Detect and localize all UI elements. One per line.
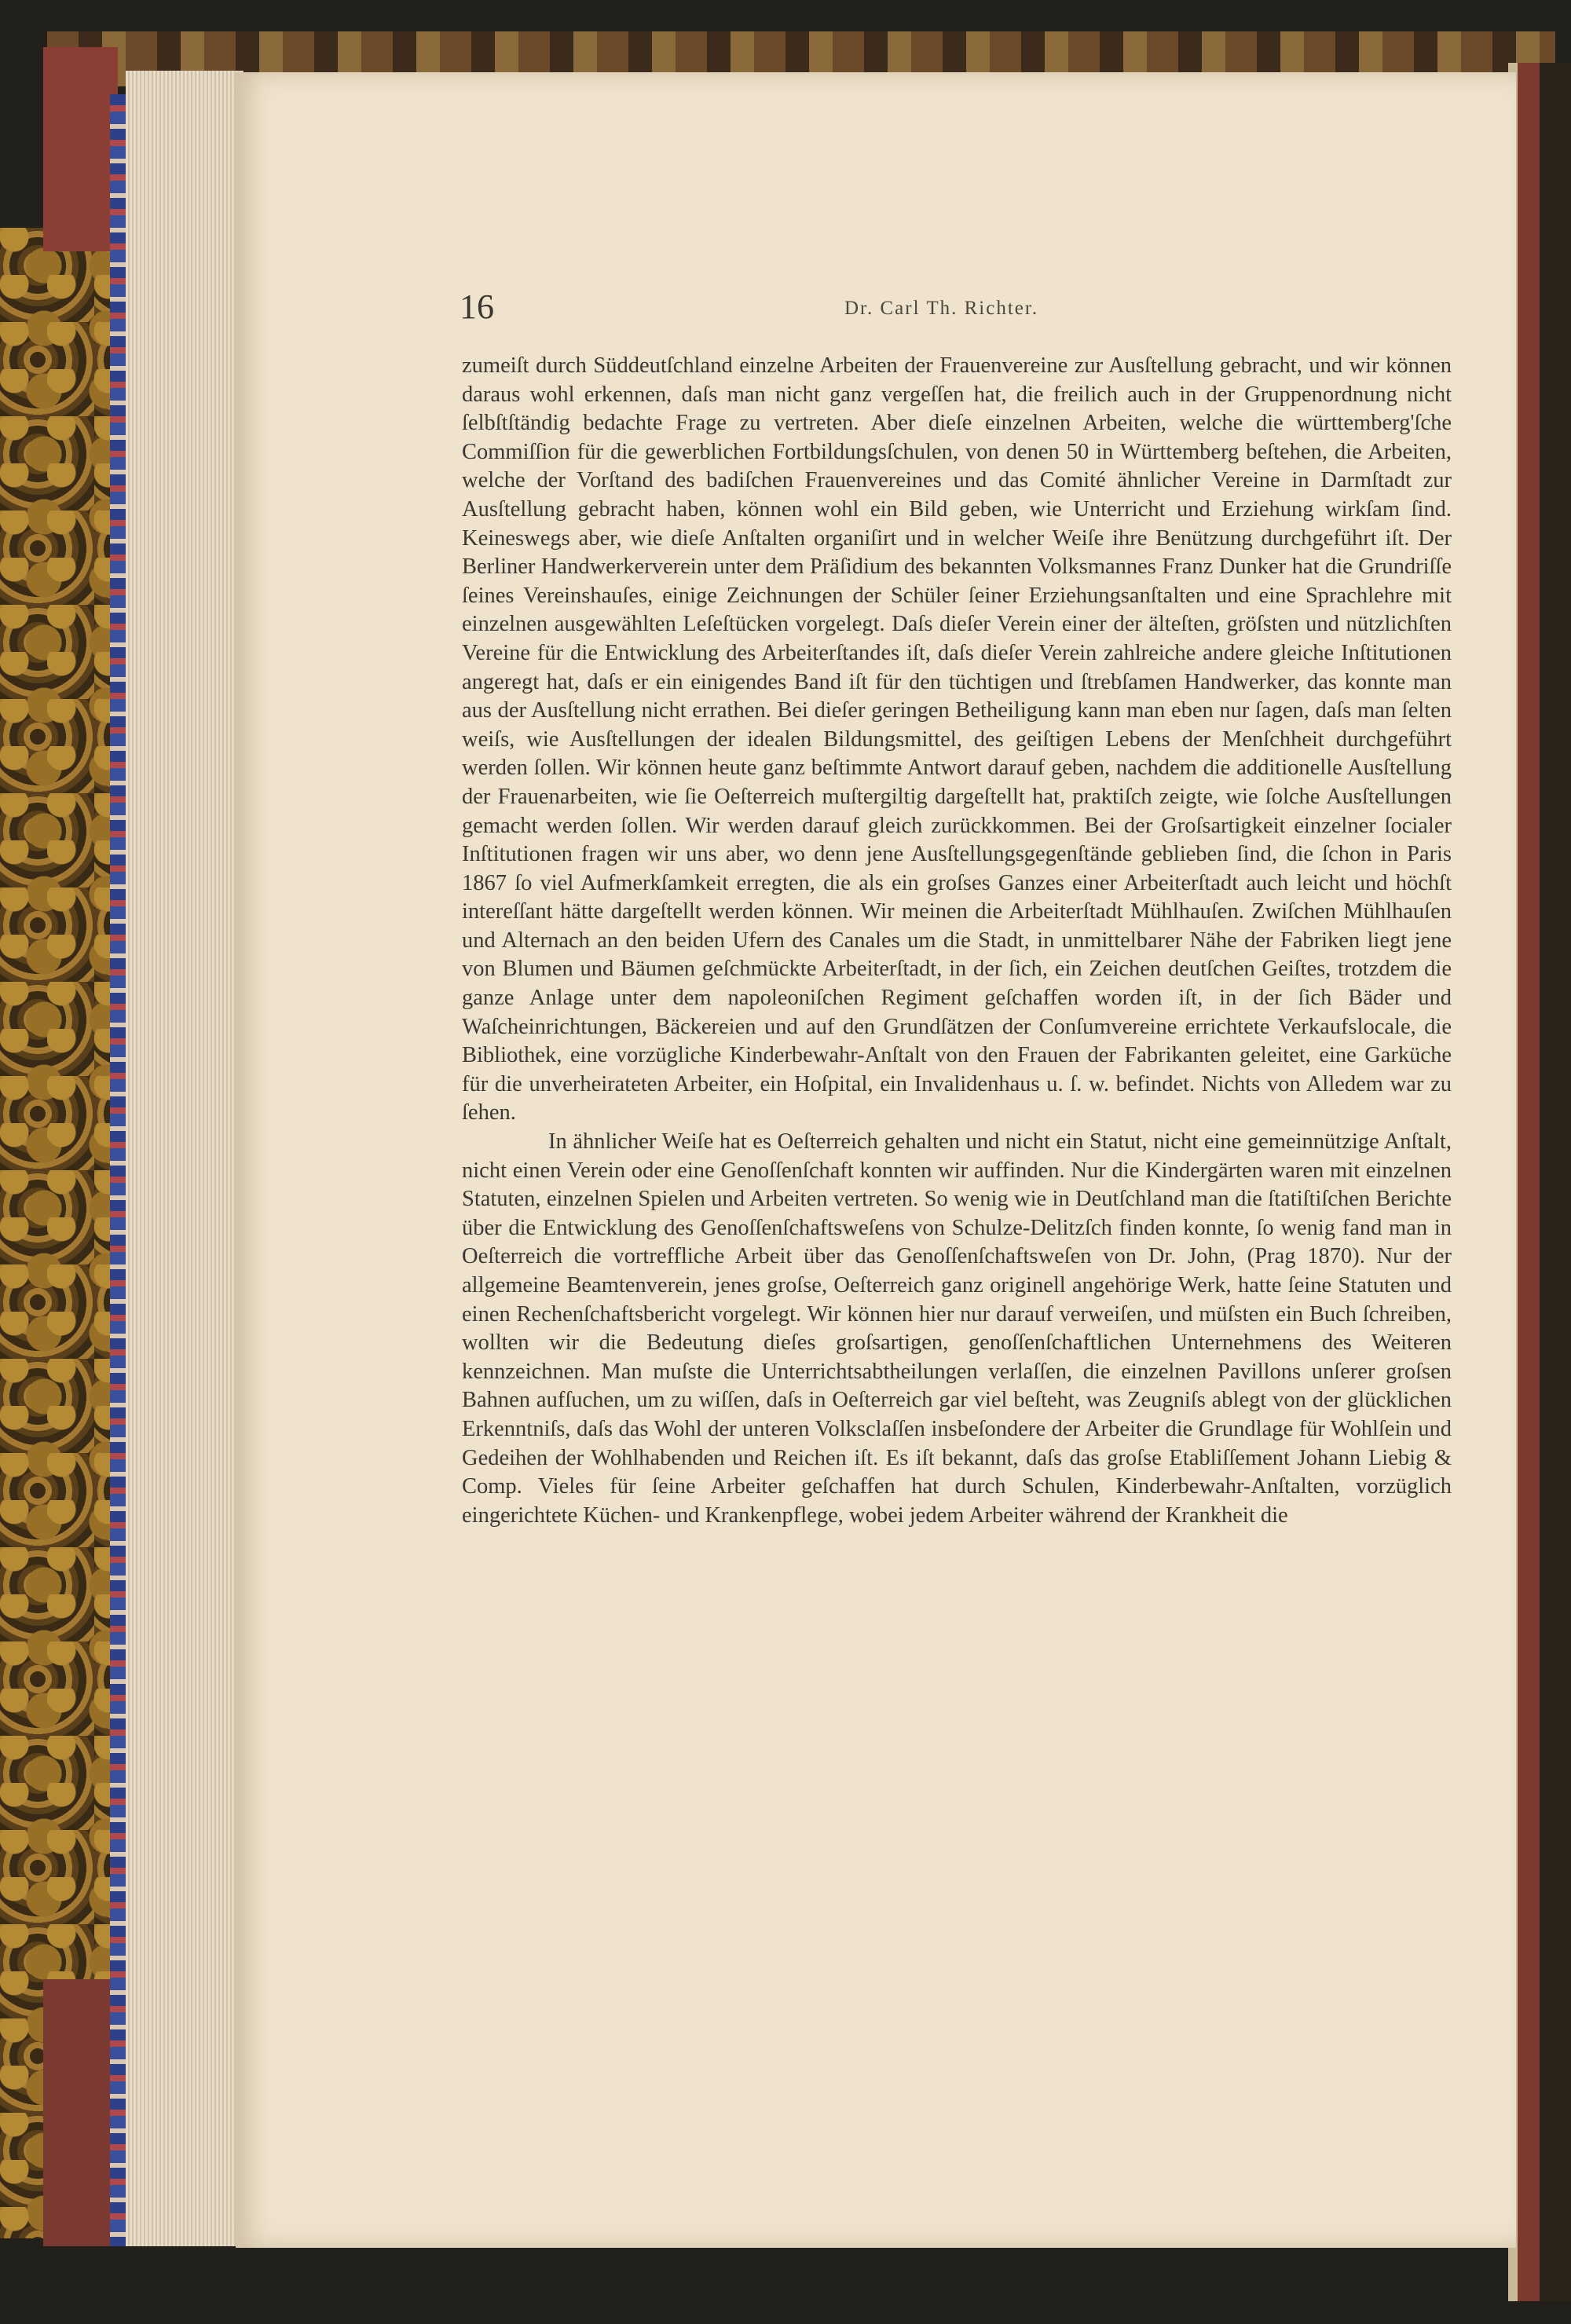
marbled-cover xyxy=(0,228,126,2238)
cover-corner-bottom xyxy=(43,1979,118,2246)
paragraph: In ähnlicher Weiſe hat es Oeſterreich gehalten und nicht ein Statut, nicht eine gemeinnützige Anſtalt, nicht einen Verein oder eine Genoſſenſchaft konnten wir auffinden. Nur die Kindergärten waren mit einzelnen Statuten, einzelnen Spielen und Arbeiten vertreten. So wenig wie in Deutſchland man die ſtatiſtiſchen Berichte über die Entwicklung des Genoſſenſchaftsweſens von Schulze-Delitzſch finden konnte, ſo wenig fand man in Oeſterreich die vortreffliche Arbeit über das Genoſſenſchaftsweſen von Dr. John, (Prag 1870). Nur der allgemeine Beamtenverein, jenes groſse, Oeſterreich ganz originell angehörige Werk, hatte ſeine Statuten und einen Rechenſchaftsbericht vorgelegt. Wir können hier nur darauf verweiſen, und müſsten ein Buch ſchreiben, wollten wir die Bedeutung dieſes groſsartigen, genoſſenſchaftlichen Unternehmens des Weiteren kennzeichnen. Man muſste die Unterrichtsabtheilungen verlaſſen, die einzelnen Pavillons unſerer groſsen Bahnen aufſuchen, um zu wiſſen, daſs in Oeſterreich gar viel beſteht, was Zeugniſs ablegt von der glücklichen Erkenntniſs, daſs das Wohl der unteren Volksclaſſen insbeſondere der Arbeiter die Grundlage für Wohlſein und Gedeihen der Wohlhabenden und Reichen iſt. Es iſt bekannt, daſs das groſse Etabliſſement Johann Liebig & Comp. Vieles für ſeine Arbeiter geſchaffen hat durch Schulen, Kinderbewahr-Anſtalten, vorzüglich eingerichtete Küchen- und Krankenpflege, wobei jedem Arbeiter während der Krankheit die xyxy=(462,1129,1452,1528)
body-text xyxy=(462,352,1452,1530)
running-head: Dr. Carl Th. Richter. xyxy=(844,298,1039,319)
paragraph: zumeiſt durch Süddeutſchland einzelne Arbeiten der Frauenvereine zur Ausſtellung gebracht, und wir können daraus wohl erkennen, daſs man nicht ganz vergeſſen hat, die freilich auch in der Gruppenordnung nicht ſelbſtſtändig bedachte Frage zu vertreten. Aber dieſe einzelnen Arbeiten, welche die württemberg'ſche Commiſſion für die gewerblichen Fortbildungsſchulen, von denen 50 in Württemberg beſtehen, die Arbeiten, welche der Vorſtand des badiſchen Frauenvereines und das Comité ähnlicher Vereine in Darmſtadt zur Ausſtellung gebracht haben, können wohl ein Bild geben, wie Unterricht und Erziehung wirkſam ſind. Keineswegs aber, wie dieſe Anſtalten organiſirt und in welcher Weiſe ihre Benützung durchgeführt iſt. Der Berliner Handwerkerverein unter dem Präſidium des bekannten Volksmannes Franz Dunker hat die Grundriſſe ſeines Vereinshauſes, einige Zeichnungen der Schüler ſeiner Erziehungsanſtalten und eine Sprachlehre mit einzelnen ausgewählten Leſeſtücken vorgelegt. Daſs dieſer Verein einer der älteſten, gröſsten und nützlichſten Vereine für die Entwicklung des Arbeiterſtandes iſt, daſs dieſer Verein zahlreiche andere gleiche Inſtitutionen angeregt hat, daſs er ein einigendes Band iſt für den tüchtigen und ſtrebſamen Handwerker, das konnte man aus der Ausſtellung nicht errathen. Bei dieſer geringen Betheiligung kann man eben nur ſagen, daſs man ſelten weiſs, wie Ausſtellungen der idealen Bildungsmittel, des geiſtigen Lebens der Menſchheit durchgeführt werden ſollen. Wir können heute ganz beſtimmte Antwort darauf geben, nachdem die additionelle Ausſtellung der Frauenarbeiten, wie ſie Oeſterreich muſtergiltig dargeſtellt hat, praktiſch zeigte, wie ſolche Ausſtellungen gemacht werden ſollen. Wir werden darauf gleich zurückkommen. Bei der Groſsartigkeit einzelner ſocialer Inſtitutionen fragen wir uns aber, wo denn jene Ausſtellungsgegenſtände geblieben ſind, die ſchon in Paris 1867 ſo viel Aufmerkſamkeit erregten, die als ein groſses Ganzes einer Arbeiterſtadt auch leicht und höchſt intereſſant hätte dargeſtellt werden können. Wir meinen die Arbeiterſtadt Mühlhauſen. Zwiſchen Mühlhauſen und Alternach an den beiden Ufern des Canales um die Stadt, in unmittelbarer Nähe der Fabriken liegt jene von Blumen und Bäumen geſchmückte Arbeiterſtadt, in der ſich, ein Zeichen deutſchen Geiſtes, trotzdem die ganze Anlage unter dem napoleoniſchen Regiment geſchaffen worden iſt, in der ſich Bäder und Waſcheinrichtungen, Bäckereien und auf den Grundſätzen der Conſumvereine errichtete Verkaufslocale, die Bibliothek, eine vorzügliche Kinderbewahr-Anſtalt von den Frauen der Fabrikanten geleitet, eine Garküche für die unverheirateten Arbeiter, ein Hoſpital, ein Invalidenhaus u. ſ. w. befindet. Nichts von Alledem war zu ſehen. xyxy=(462,353,1452,1125)
page-header xyxy=(460,287,1465,334)
cover-corner-top xyxy=(43,47,118,251)
page-stack-edges xyxy=(126,71,244,2246)
right-page-edge xyxy=(1508,63,1571,2301)
marbled-page-edge xyxy=(110,94,127,2246)
page-number: 16 xyxy=(460,287,494,326)
